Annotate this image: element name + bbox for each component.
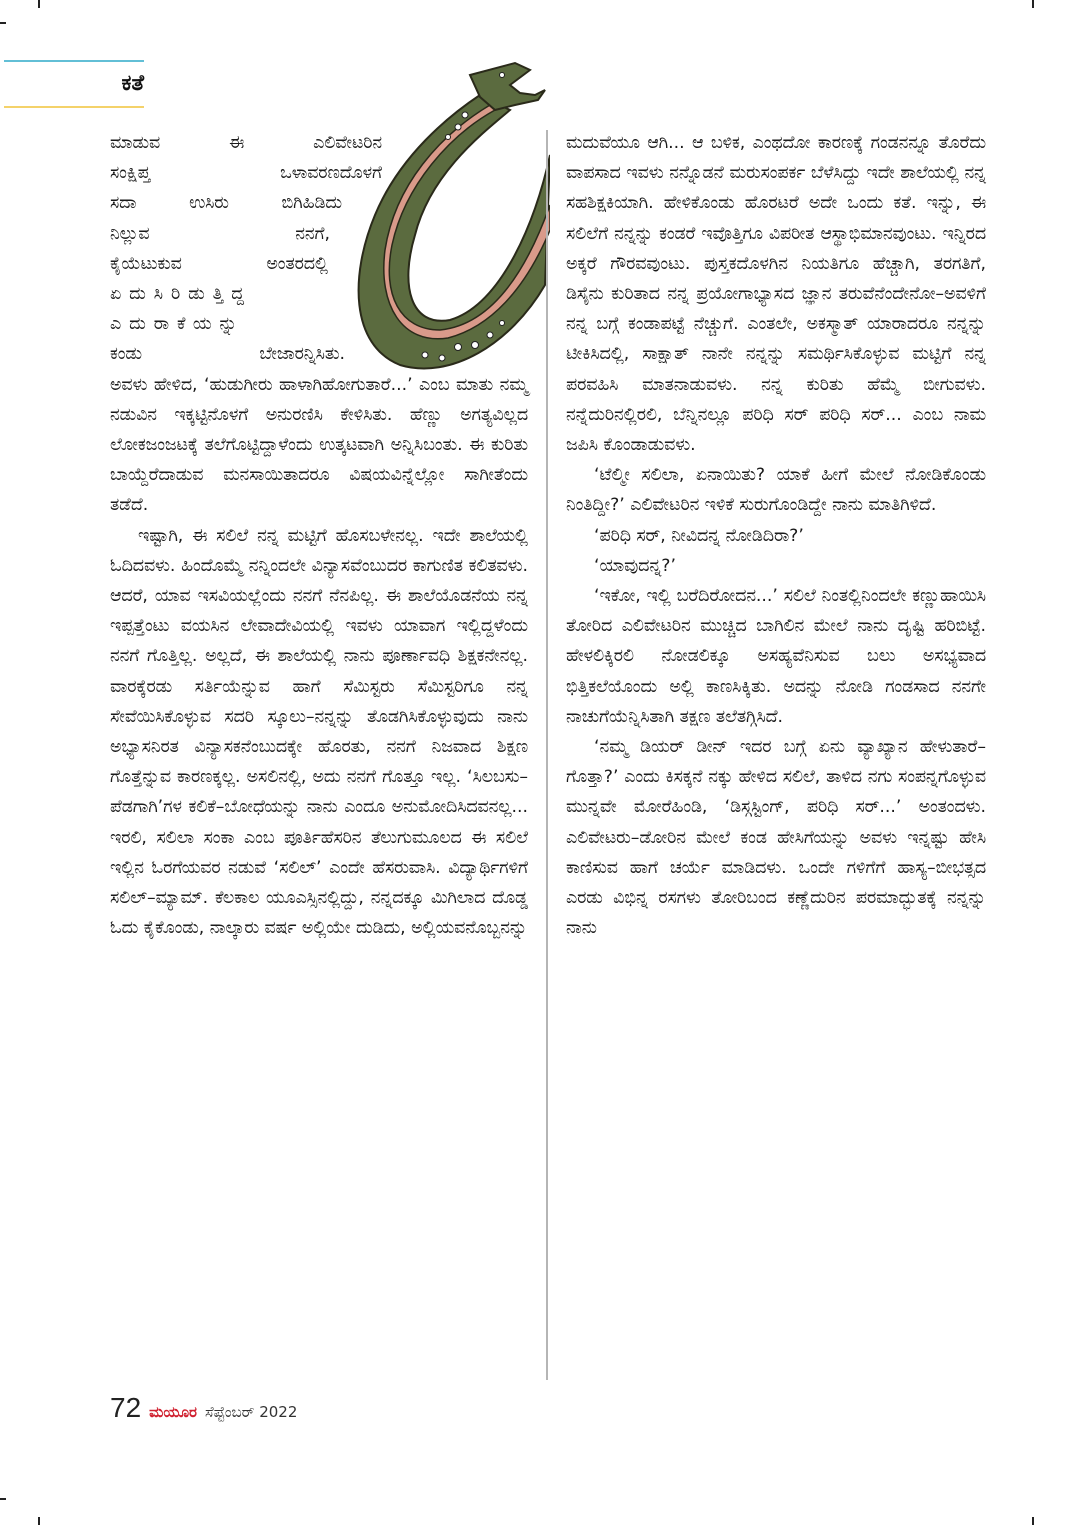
crop-mark-left-upper xyxy=(0,22,6,24)
crop-mark-left-lower xyxy=(0,1498,6,1500)
wrap-line: ಏದುಸಿರಿಡುತ್ತಿದ್ದ xyxy=(110,284,252,305)
wrap-line: ಸಂಕ್ಷಿಪ್ತ ಒಳಾವರಣದೊಳಗೆ xyxy=(110,163,382,184)
column-divider xyxy=(546,130,548,1380)
issue-date: ಸೆಪ್ಟೆಂಬರ್ 2022 xyxy=(205,1403,298,1421)
section-rule-top xyxy=(4,60,144,62)
section-rule-bottom xyxy=(4,106,144,108)
crop-mark-bottom-left xyxy=(38,1517,40,1525)
crop-mark-top-left xyxy=(38,0,40,8)
wrap-line: ಸದಾ ಉಸಿರು ಬಿಗಿಹಿಡಿದು xyxy=(110,193,342,214)
wrap-line: ನಿಲ್ಲುವ ನನಗೆ, xyxy=(110,223,330,244)
paragraph: ‘ನಮ್ಮ ಡಿಯರ್ ಡೀನ್ ಇದರ ಬಗ್ಗೆ ಏನು ವ್ಯಾಖ್ಯಾನ ಹೇಳುತಾರೆ–ಗೊತ್ತಾ?’ ಎಂದು ಕಿಸಕ್ಕನೆ ನಕ್ಕು ಹೇಳಿದ ಸಲಿಲೆ, ತಾಳಿದ ನಗು ಸಂಪನ್ನಗೊಳ್ಳುವ ಮುನ್ನವೇ ಮೋರೆಹಿಂಡಿ, ‘ಡಿಸ್ಗಸ್ಟಿಂಗ್, ಪರಿಧಿ ಸರ್...’ ಅಂತಂದಳು. ಎಲಿವೇಟರು–ಡೋರಿನ ಮೇಲೆ ಕಂಡ ಹೇಸಿಗೆಯನ್ನು ಅವಳು ಇನ್ನಷ್ಟು ಹೇಸಿ ಕಾಣಿಸುವ ಹಾಗೆ ಚರ್ಯೆ ಮಾಡಿದಳು. ಒಂದೇ ಗಳಿಗೆಗೆ ಹಾಸ್ಯ–ಬೀಭತ್ಸದ ಎರಡು ವಿಭಿನ್ನ ರಸಗಳು ತೋರಿಬಂದ ಕಣ್ಣೆದುರಿನ ಪರಮಾದ್ಭುತಕ್ಕೆ ನನ್ನನ್ನು ನಾನು xyxy=(566,737,986,939)
paragraph: ‘ಪರಿಧಿ ಸರ್, ನೀವಿದನ್ನ ನೋಡಿದಿರಾ?’ xyxy=(594,525,804,546)
paragraph: ಇಷ್ಟಾಗಿ, ಈ ಸಲಿಲೆ ನನ್ನ ಮಟ್ಟಿಗೆ ಹೊಸಬಳೇನಲ್ಲ. ಇದೇ ಶಾಲೆಯಲ್ಲಿ ಓದಿದವಳು. ಹಿಂದೊಮ್ಮೆ ನನ್ನಿಂದಲೇ ವಿನ್ಯಾಸವೆಂಬುದರ ಕಾಗುಣಿತ ಕಲಿತವಳು. ಆದರೆ, ಯಾವ ಇಸವಿಯಲ್ಲೆಂದು ನನಗೆ ನೆನಪಿಲ್ಲ. ಈ ಶಾಲೆಯೊಡನೆಯ ನನ್ನ ಇಪ್ಪತ್ತೆಂಟು ವಯಸಿನ ಲೇವಾದೇವಿಯಲ್ಲಿ ಇವಳು ಯಾವಾಗ ಇಲ್ಲಿದ್ದಳೆಂದು ನನಗೆ ಗೊತ್ತಿಲ್ಲ. ಅಲ್ಲದೆ, ಈ ಶಾಲೆಯಲ್ಲಿ ನಾನು ಪೂರ್ಣಾವಧಿ ಶಿಕ್ಷಕನೇನಲ್ಲ. ವಾರಕ್ಕೆರಡು ಸರ್ತಿಯೆನ್ನುವ ಹಾಗೆ ಸೆಮಿಸ್ಟರು ಸೆಮಿಸ್ಟರಿಗೂ ನನ್ನ ಸೇವೆಯಿಸಿಕೊಳ್ಳುವ ಸದರಿ ಸ್ಕೂಲು–ನನ್ನನ್ನು ತೊಡಗಿಸಿಕೊಳ್ಳುವುದು ನಾನು ಅಭ್ಯಾಸನಿರತ ವಿನ್ಯಾಸಕನೆಂಬುದಕ್ಕೇ ಹೊರತು, ನನಗೆ ನಿಜವಾದ ಶಿಕ್ಷಣ ಗೊತ್ತೆನ್ನುವ ಕಾರಣಕ್ಕಲ್ಲ. ಅಸಲಿನಲ್ಲಿ, ಅದು ನನಗೆ ಗೊತ್ತೂ ಇಲ್ಲ. ‘ಸಿಲಬಸು–ಪೆಡಗಾಗಿ’ಗಳ ಕಲಿಕೆ–ಬೋಧೆಯನ್ನು ನಾನು ಎಂದೂ ಅನುಮೋದಿಸಿದವನಲ್ಲ... ಇರಲಿ, ಸಲಿಲಾ ಸಂಕಾ ಎಂಬ ಪೂರ್ತಿಹೆಸರಿನ ತೆಲುಗುಮೂಲದ ಈ ಸಲಿಲೆ ಇಲ್ಲಿನ ಓರಗೆಯವರ ನಡುವೆ ‘ಸಲಿಲ್’ ಎಂದೇ ಹೆಸರುವಾಸಿ. ವಿದ್ಯಾರ್ಥಿಗಳಿಗೆ ಸಲಿಲ್–ಮ್ಯಾಮ್. ಕೆಲಕಾಲ ಯೂಎಸ್ಸಿನಲ್ಲಿದ್ದು, ನನ್ನದಕ್ಕೂ ಮಿಗಿಲಾದ ದೊಡ್ಡ ಓದು ಕೈಕೊಂಡು, ನಾಲ್ಕಾರು ವರ್ಷ ಅಲ್ಲಿಯೇ ದುಡಿದು, ಅಲ್ಲಿಯವನೊಬ್ಬನನ್ನು xyxy=(110,525,528,939)
page-number: 72 xyxy=(110,1392,142,1423)
left-column xyxy=(110,128,528,943)
wrap-line: ಕೈಯೆಟುಕುವ ಅಂತರದಲ್ಲಿ xyxy=(110,253,328,274)
paragraph: ಅವಳು ಹೇಳಿದ, ‘ಹುಡುಗೀರು ಹಾಳಾಗಿಹೋಗುತಾರೆ...’ ಎಂಬ ಮಾತು ನಮ್ಮ ನಡುವಿನ ಇಕ್ಕಟ್ಟಿನೊಳಗೆ ಅನುರಣಿಸಿ ಕೇಳಿಸಿತು. ಹೆಣ್ಣು ಅಗತ್ಯವಿಲ್ಲದ ಲೋಕಜಂಜಟಕ್ಕೆ ತಲೆಗೊಟ್ಟಿದ್ದಾಳೆಂದು ಉತ್ಕಟವಾಗಿ ಅನ್ನಿಸಿಬಂತು. ಈ ಕುರಿತು ಬಾಯ್ದೆರೆದಾಡುವ ಮನಸಾಯಿತಾದರೂ ವಿಷಯವಿನ್ನೆಲ್ಲೋ ಸಾಗೀತೆಂದು ತಡೆದೆ. xyxy=(110,374,528,516)
paragraph: ಮದುವೆಯೂ ಆಗಿ... ಆ ಬಳಿಕ, ಎಂಥದೋ ಕಾರಣಕ್ಕೆ ಗಂಡನನ್ನೂ ತೊರೆದು ವಾಪಸಾದ ಇವಳು ನನ್ನೊಡನೆ ಮರುಸಂಪರ್ಕ ಬೆಳೆಸಿದ್ದು ಇದೇ ಶಾಲೆಯಲ್ಲಿ ನನ್ನ ಸಹಶಿಕ್ಷಕಿಯಾಗಿ. ಹೇಳಿಕೊಂಡು ಹೊರಟರೆ ಅದೇ ಒಂದು ಕತೆ. ಇನ್ನು, ಈ ಸಲಿಲೆಗೆ ನನ್ನನ್ನು ಕಂಡರೆ ಇವೊತ್ತಿಗೂ ವಿಪರೀತ ಆಸ್ಥಾಭಿಮಾನವುಂಟು. ಇನ್ನಿರದ ಅಕ್ಕರೆ ಗೌರವವುಂಟು. ಪುಸ್ತಕದೊಳಗಿನ ನಿಯತಿಗೂ ಹೆಚ್ಚಾಗಿ, ತರಗತಿಗೆ, ಡಿಸೈನು ಕುರಿತಾದ ನನ್ನ ಪ್ರಯೋಗಾಭ್ಯಾಸದ ಜ್ಞಾನ ತರುವೆನೆಂದೇನೋ–ಅವಳಿಗೆ ನನ್ನ ಬಗ್ಗೆ ಕಂಡಾಪಟ್ಟೆ ನೆಚ್ಚುಗೆ. ಎಂತಲೇ, ಅಕಸ್ಮಾತ್ ಯಾರಾದರೂ ನನ್ನನ್ನು ಟೀಕಿಸಿದಲ್ಲಿ, ಸಾಕ್ಷಾತ್ ನಾನೇ ನನ್ನನ್ನು ಸಮರ್ಥಿಸಿಕೊಳ್ಳುವ ಮಟ್ಟಿಗೆ ನನ್ನ ಪರವಹಿಸಿ ಮಾತನಾಡುವಳು. ನನ್ನ ಕುರಿತು ಹೆಮ್ಮೆ ಬೀಗುವಳು. ನನ್ನೆದುರಿನಲ್ಲಿರಲಿ, ಬೆನ್ನಿನಲ್ಲೂ ಪರಿಧಿ ಸರ್ ಪರಿಧಿ ಸರ್... ಎಂಬ ನಾಮ ಜಪಿಸಿ ಕೊಂಡಾಡುವಳು. xyxy=(566,133,986,456)
right-column xyxy=(566,128,986,943)
paragraph: ‘ಇಕೋ, ಇಲ್ಲಿ ಬರೆದಿರೋದನ...’ ಸಲಿಲೆ ನಿಂತಲ್ಲಿನಿಂದಲೇ ಕಣ್ಣುಹಾಯಿಸಿ ತೋರಿದ ಎಲಿವೇಟರಿನ ಮುಚ್ಚಿದ ಬಾಗಿಲಿನ ಮೇಲೆ ನಾನು ದೃಷ್ಟಿ ಹರಿಬಿಟ್ಟೆ. ಹೇಳಲಿಕ್ಕಿರಲಿ ನೋಡಲಿಕ್ಕೂ ಅಸಹ್ಯವೆನಿಸುವ ಬಲು ಅಸಭ್ಯವಾದ ಭಿತ್ತಿಕಲೆಯೊಂದು ಅಲ್ಲಿ ಕಾಣಸಿಕ್ಕಿತು. ಅದನ್ನು ನೋಡಿ ಗಂಡಸಾದ ನನಗೇ ನಾಚುಗೆಯೆನ್ನಿಸಿತಾಗಿ ತಕ್ಷಣ ತಲೆತಗ್ಗಿಸಿದೆ. xyxy=(566,586,986,727)
wrap-line: ಕಂಡು ಬೇಜಾರನ್ನಿಸಿತು. xyxy=(110,344,345,365)
section-title: ಕತೆ xyxy=(121,71,144,96)
page-folio xyxy=(110,1392,297,1432)
magazine-name: ಮಯೂರ xyxy=(149,1403,197,1421)
wrap-line: ಮಾಡುವ ಈ ಎಲಿವೇಟರಿನ xyxy=(110,133,382,153)
crop-mark-bottom-right xyxy=(1032,1517,1034,1525)
paragraph: ‘ಟೆಲ್ಮೀ ಸಲಿಲಾ, ಏನಾಯಿತು? ಯಾಕೆ ಹೀಗೆ ಮೇಲೆ ನೋಡಿಕೊಂಡು ನಿಂತಿದ್ದೀ?’ ಎಲಿವೇಟರಿನ ಇಳಿಕೆ ಸುರುಗೊಂಡಿದ್ದೇ ನಾನು ಮಾತಿಗಿಳಿದೆ. xyxy=(566,465,986,516)
wrap-line: ಎದುರಾಕೆಯನ್ನು xyxy=(110,314,245,335)
crop-mark-top-right xyxy=(1032,0,1034,8)
paragraph: ‘ಯಾವುದನ್ನ?’ xyxy=(594,555,676,576)
